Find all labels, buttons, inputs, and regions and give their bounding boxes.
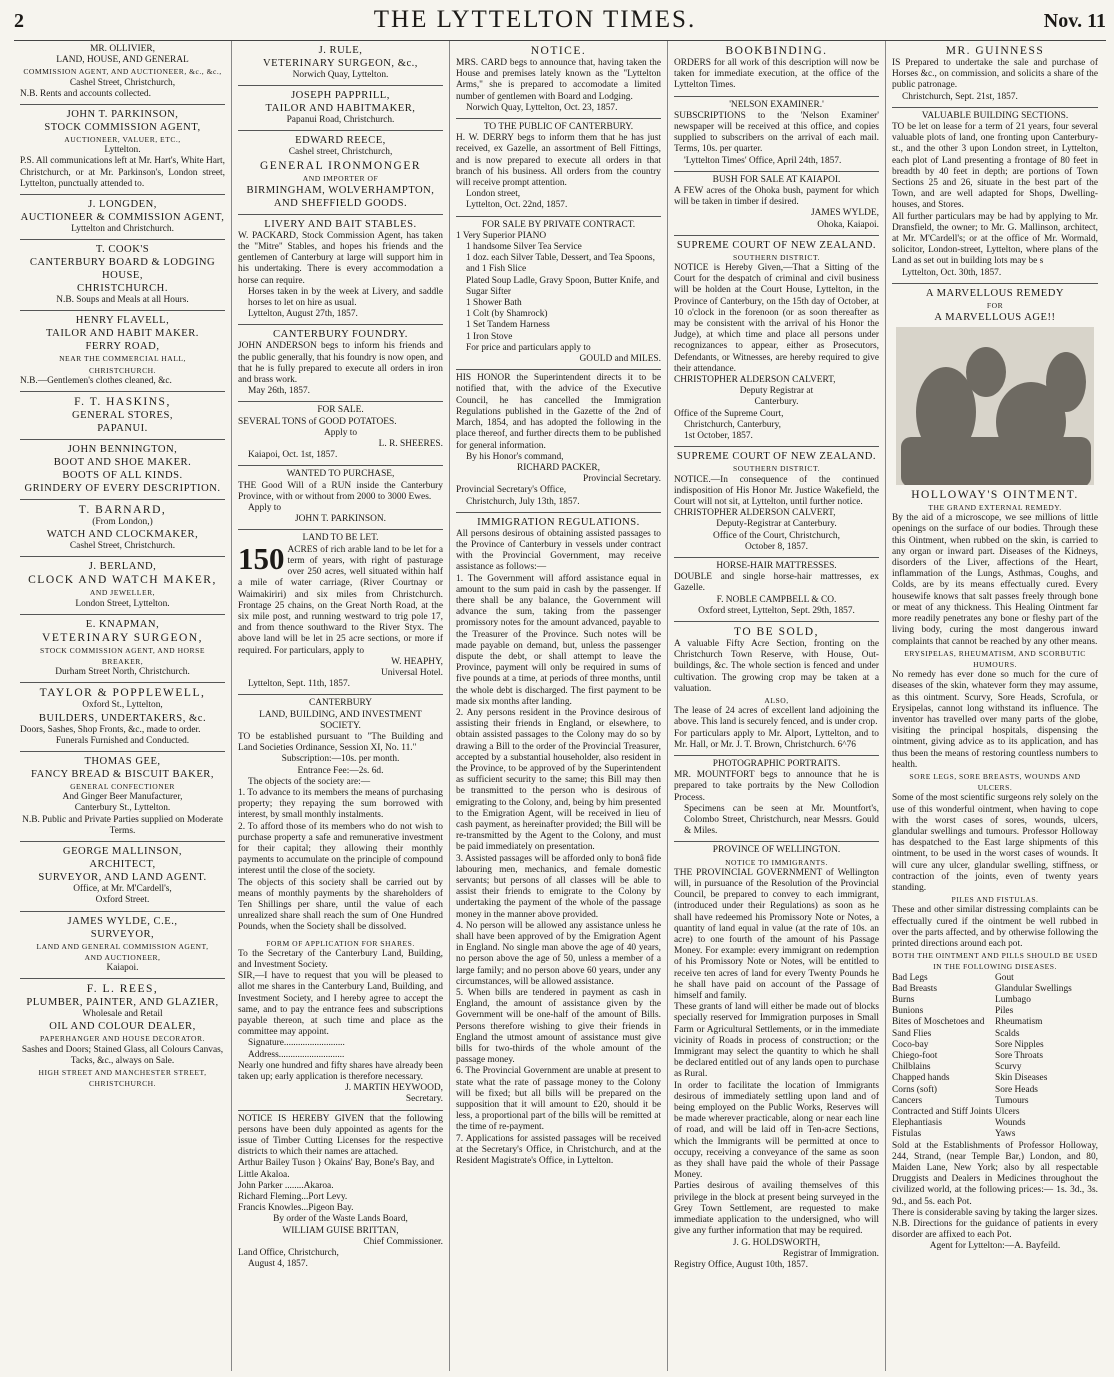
disease-item: Sore Nipples (995, 1039, 1044, 1050)
disease-item: Skin Diseases (995, 1073, 1048, 1084)
disease-item: Fistulas (892, 1129, 922, 1140)
ad-private-contract: FOR SALE BY PRIVATE CONTRACT. 1 Very Superior PIANO 1 handsome Silver Tea Service 1 doz. each Silver Table, Dessert, and Tea Spoons, and 1 Fish Slice Plated Soup Ladle, Gravy Spoon, Butter Knife, and Sugar Sifter 1 Shower Bath 1 Colt (by Shamrock) 1 Set Tandem Harness 1 Iron Stove For price and particulars apply to GOULD and MILES. (456, 217, 661, 371)
ad-wanted-run: WANTED TO PURCHASE, THE Good Will of a RUN inside the Canterbury Province, with or without from 2000 to 3000 Ewes. Apply to JOHN T. PARKINSON. (238, 466, 443, 530)
masthead (14, 6, 1106, 41)
ad-mallinson: GEORGE MALLINSON, ARCHITECT, SURVEYOR, AND LAND AGENT. Office, at Mr. M'Cardell's, Oxford Street. (20, 842, 225, 911)
diseases-right (995, 973, 1098, 1141)
ad-bennington: JOHN BENNINGTON, BOOT AND SHOE MAKER. BOOTS OF ALL KINDS. GRINDERY OF EVERY DESCRIPTION. (20, 440, 225, 500)
ad-superintendent: HIS HONOR the Superintendent directs it to be notified that, with the advice of the Executive Council, he has cancelled the Immigration Regulations published in the Gazette of the 2nd of March, 1854, and has adopted the following in the place thereof, and further directs them to be published for general information. By his Honor's command, RICHARD PACKER, Provincial Secretary. Provincial Secretary's Office, Christchurch, July 13th, 1857. (456, 370, 661, 512)
column-3 (450, 41, 668, 1371)
ad-potatoes: FOR SALE. SEVERAL TONS of GOOD POTATOES. Apply to L. R. SHEERES. Kaiapoi, Oct. 1st, 1857. (238, 402, 443, 466)
disease-item: Chiego-foot (892, 1051, 938, 1062)
column-1 (14, 41, 232, 1371)
ad-guinness: MR. GUINNESS IS Prepared to undertake the sale and purchase of Horses &c., on commission, and solicits a share of the public patronage. Christchurch, Sept. 21st, 1857. (892, 41, 1098, 108)
column-5 (886, 41, 1104, 1371)
ad-timber-licenses: NOTICE IS HEREBY GIVEN that the following persons have been duly appointed as agents for the issue of Timber Cutting Licenses for the respective districts to which their names are attached. Arthur Bailey Tuson } Okains' Bay, Bone's Bay, and Little Akaloa. John Parker ........Akaroa. Richard Fleming...Port Levy. Francis Knowles...Pigeon Bay. By order of the Waste Lands Board, WILLIAM GUISE BRITTAN, Chief Commissioner. Land Office, Christchurch, August 4, 1857. (238, 1113, 443, 1270)
disease-item: Chilblains (892, 1062, 931, 1073)
ad-rule: J. RULE, VETERINARY SURGEON, &c., Norwich Quay, Lyttelton. (238, 41, 443, 86)
ad-to-be-sold: TO BE SOLD, A valuable Fifty Acre Section, fronting on the Christchurch Town Reserve, with House, Out-buildings, &c. The whole section is fenced and under cultivation. The growing crop may be taken at a valuation. ALSO, The lease of 24 acres of excellent land adjoining the above. This land is securely fenced, and is under crop. For particulars apply to Mr. Alport, Lyttelton, and to Mr. Hall, or Mr. J. T. Brown, Christchurch. 6^76 (674, 622, 879, 756)
ad-cook: T. COOK'S CANTERBURY BOARD & LODGING HOUSE, CHRISTCHURCH. N.B. Soups and Meals at all Hours. (20, 240, 225, 311)
disease-item: Scurvy (995, 1062, 1022, 1073)
issue-date: Nov. 11 (1043, 10, 1106, 32)
ad-rees: F. L. REES, PLUMBER, PAINTER, AND GLAZIER, Wholesale and Retail OIL AND COLOUR DEALER, PAPERHANGER AND HOUSE DECORATOR. Sashes and Doors; Stained Glass, all Colours Canvas, Tacks, &c., always on Sale. HIGH STREET AND MANCHESTER STREET, CHRISTCHURCH. (21, 983, 224, 1089)
ad-packard: LIVERY AND BAIT STABLES. W. PACKARD, Stock Commission Agent, has taken the "Mitre" Stables, and hopes his friends and the gentlemen of Canterbury at large will support him in his undertaking. There is every accommodation a horse can require. Horses taken in by the week at Livery, and saddle horses to let on hire as usual. Lyttelton, August 27th, 1857. (238, 215, 443, 326)
column-4 (668, 41, 886, 1371)
ad-wellington: PROVINCE OF WELLINGTON. NOTICE TO IMMIGRANTS. THE PROVINCIAL GOVERNMENT of Wellington will, in pursuance of the Resolution of the Provincial Council, be prepared to convey to each immigrant, (introduced under their Regulations) as soon as he shall have redeemed his Promissory Note or Notes, a quantity of land equal in value (at the rate of 10s. an acre) to one fourth of the amount of his Passage Money. For example: every immigrant on redemption of his Promissory Note or Notes, will be entitled to receive ten acres of land for every Twenty Pounds he he shall have paid on account of the Passage of himself and family. These grants of land will either be made out of blocks specially reserved for Immigration purposes in Small Farm or Agricultural Settlements, or in the immediate vicinity of Roads in process of construction; or the Immigrant may select the quantity to which he shall be declared entitled out of any lands open to purchase as Rural. In order to facilitate the location of Immigrants desirous of immediately settling upon land and of being employed on the Public Works, Reserves will be made wherever practicable, along or near each line of road, and will be laid off in Ten-acre Sections, which the Immigrants will be permitted at once to occupy, receiving a conveyance of the same as soon as they shall have paid the whole of their Passage Money. Parties desirous of availing themselves of this privilege in the block at present being surveyed in the Grey Town Settlement, are requested to make immediate application to the undersigned, who will give any further information that may be required. J. G. HOLDSWORTH, Registrar of Immigration. Registry Office, August 10th, 1857. (674, 845, 879, 1270)
ad-mrs-card: NOTICE. MRS. CARD begs to announce that, having taken the House and premises lately known as the "Lyttelton Arms," she is prepared to accomodate a limited number of gentlemen with Board and Lodging. Norwich Quay, Lyttelton, Oct. 23, 1857. (456, 41, 661, 119)
ad-photographic: PHOTOGRAPHIC PORTRAITS. MR. MOUNTFORT begs to announce that he is prepared to take portraits by the New Collodion Process. Specimens can be seen at Mr. Mountfort's, Colombo Street, Christchurch, near Messrs. Gould & Miles. (674, 756, 879, 842)
disease-item: Corns (soft) (892, 1084, 938, 1095)
ad-haskins: F. T. HASKINS, GENERAL STORES, PAPANUI. (20, 392, 225, 440)
newspaper-title: THE LYTTELTON TIMES. (373, 6, 697, 33)
ad-bush-kaiapoi: BUSH FOR SALE AT KAIAPOI. A FEW acres of the Ohoka bush, payment for which will be taken in timber if desired. JAMES WYLDE, Ohoka, Kaiapoi. (674, 172, 879, 236)
disease-item: Sore Heads (995, 1084, 1038, 1095)
illustration-engraving (896, 327, 1094, 485)
ad-supreme-court-2: SUPREME COURT OF NEW ZEALAND. SOUTHERN DISTRICT. NOTICE.—In consequence of the continued indisposition of His Honor Mr. Justice Wakefield, the Court will not sit, at Lyttelton, until further notice. CHRISTOPHER ALDERSON CALVERT, Deputy-Registrar at Canterbury. Office of the Court, Christchurch, October 8, 1857. (674, 447, 879, 558)
diseases-left (892, 973, 995, 1141)
ad-barnard: T. BARNARD, (From London,) WATCH AND CLOCKMAKER, Cashel Street, Christchurch. (20, 500, 225, 557)
disease-item: Tumours (995, 1095, 1029, 1106)
acreage-figure: 150 (238, 540, 285, 576)
ad-taylor-popplewell: TAYLOR & POPPLEWELL, Oxford St., Lyttelton, BUILDERS, UNDERTAKERS, &c. Doors, Sashes, Shop Fronts, &c., made to order. Funerals Furnished and Conducted. (20, 683, 225, 752)
page-number: 2 (14, 10, 24, 32)
disease-item: Chapped hands (892, 1073, 950, 1084)
ad-land-to-let: LAND TO BE LET. 150 ACRES of rich arable land to be let for a term of years, with right of pasturage over 250 acres, well situated within half a mile of water carriage, (River Courtnay or Waimakiriri) and six miles from Christchurch. Frontage 25 chains, on the Great North Road, at the six mile post, and running westward to trig pole 17, and from thence southward to the River Styx. The above land will be let in 25 acre sections, or more if required. For particulars, apply to W. HEAPHY, Universal Hotel. Lyttelton, Sept. 11th, 1857. (238, 530, 443, 695)
ad-mattresses: HORSE-HAIR MATTRESSES. DOUBLE and single horse-hair mattresses, ex Gazelle. F. NOBLE CAMPBELL & CO. Oxford street, Lyttelton, Sept. 29th, 1857. (674, 558, 879, 622)
disease-item: Scalds (995, 1028, 1020, 1039)
ad-ollivier: MR. OLLIVIER, LAND, HOUSE, AND GENERAL COMMISSION AGENT, AND AUCTIONEER, &c., &c., Cashel Street, Christchurch, N.B. Rents and accounts collected. (20, 41, 225, 105)
disease-item: Lumbago (995, 995, 1031, 1005)
ad-derry: TO THE PUBLIC OF CANTERBURY. H. W. DERRY begs to inform them that he has just received, ex Gazelle, an assortment of Bell Fittings, and is now prepared to execute all orders in that branch of his business. All orders from the country will receive prompt attention. London street, Lyttelton, Oct. 22nd, 1857. (456, 119, 661, 217)
disease-item: Contracted and Stiff Joints (892, 1107, 993, 1118)
ad-nelson-examiner: 'NELSON EXAMINER.' SUBSCRIPTIONS to the 'Nelson Examiner' newspaper will be received at this office, and copies supplied to subscribers on the arrival of each mail. Terms, 10s. per quarter. 'Lyttelton Times' Office, April 24th, 1857. (674, 97, 879, 172)
disease-item: Gout (995, 972, 1014, 983)
disease-item: Wounds (995, 1118, 1026, 1129)
disease-item: Bunions (892, 1006, 924, 1017)
ad-holloway: A MARVELLOUS REMEDY FOR A MARVELLOUS AGE!! HOLLOWAY'S OINTMENT. THE GRAND EXTERNAL REMEDY. By the aid of a microscope, we see millions of little openings on the surface of our bodies. Through these this Ointment, when rubbed on the skin, is carried to any organ or inward part. Diseases of the Kidneys, disorders of the Liver, affections of the Heart, inflammation of the Lungs, Asthmas, Coughs, and Colds, are by its means effectually cured. Every housewife knows that salt passes freely through bone or meat of any thickness. This Healing Ointment far more readily penetrates any bone or fleshy part of the living body, curing the most dangerous inward complaints that cannot be reached by any other means. ERYSIPELAS, RHEUMATISM, AND SCORBUTIC HUMOURS. No remedy has ever done so much for the cure of diseases of the skin, whatever form they may assume, as this ointment. Scurvy, Sore Heads, Scrofula, or Erysipelas, cannot long withstand its influence. The inventor has travelled over many parts of the globe, visiting the principal hospitals, dispensing the ointment, giving advice as to its application, and has thus been the means of restoring countless numbers to health. SORE LEGS, SORE BREASTS, WOUNDS AND ULCERS. Some of the most scientific surgeons rely solely on the use of this wonderful ointment, when having to cope with the worst cases of sores, wounds, ulcers, glandular swellings and tumours. Professor Holloway has despatched to the East large shipments of this ointment, to be used in the worst cases of wounds. It will cure any ulcer, glandular swelling, stiffness, or contraction of the joints, even of twenty years standing. PILES AND FISTULAS. These and other similar distressing complaints can be effectually cured if the ointment be well rubbed in over the parts affected, and by otherwise following the printed directions around each pot. BOTH THE OINTMENT AND PILLS SHOULD BE USED IN THE FOLLOWING DISEASES. Bad Legs Bad Breasts Burns Bunions Bites of Moschetoes and Sand Flies Coco-bay Chiego-foot Chilblains Chapped hands Corns (soft) Cancers Contracted and Stiff Joints Elephantiasis Fistulas Gout Glandular Swellings Lumbago Piles Rheumatism Scalds Sore Nipples Sore Throats Scurvy Skin Diseases Sore Heads Tumours Ulcers Wounds Yaws Sold at the Establishments of Professor Holloway, 244, Strand, (near Temple Bar,) London, and 80, Maiden Lane, New York; also by all respectable Druggists and Dealers in Medicines throughout the civilized world, at the following prices:— 1s. 3d., 3s. 9d., and 5s. each Pot. There is considerable saving by taking the larger sizes. N.B. Directions for the guidance of patients in every disorder are affixed to each Pot. Agent for Lyttelton:—A. Bayfeild. (892, 287, 1098, 1252)
disease-item: Ulcers (995, 1107, 1020, 1118)
disease-item: Coco-bay (892, 1039, 929, 1050)
ad-bookbinding: BOOKBINDING. ORDERS for all work of this description will now be taken for immediate execution, at the office of the Lyttelton Times. (674, 41, 879, 97)
ad-papprill: JOSEPH PAPPRILL, TAILOR AND HABITMAKER, Papanui Road, Christchurch. (238, 86, 443, 131)
disease-item: Bad Breasts (892, 983, 938, 994)
disease-item: Sore Throats (995, 1051, 1043, 1062)
ad-building-sections: VALUABLE BUILDING SECTIONS. TO be let on lease for a term of 21 years, four several valuable plots of land, one fronting upon Canterbury-st., and the other 3 upon London street, in Lyttelton, each plot of Land presenting a frontage of 80 feet in breadth by 40 feet in depth; are portions of Town Sections 25 and 26, situate in the best part of the Town, and are well adapted for Shops, Dwelling-houses, and Stores. All further particulars may be had by applying to Mr. Dransfield, the owner; to Mr. G. Mallinson, architect, at Mr. M'Cardell's; or at the office of Mr. Wormald, solicitor, London-street, Lyttelton, where plans of the Land as set out in building lots may be s Lyttelton, Oct. 30th, 1857. (892, 108, 1098, 284)
ad-berland: J. BERLAND, CLOCK AND WATCH MAKER, AND JEWELLER, London Street, Lyttelton. (20, 557, 225, 614)
ad-foundry: CANTERBURY FOUNDRY. JOHN ANDERSON begs to inform his friends and the public generally, that his foundry is now open, and that he is fully prepared to execute all orders in iron and brass work. May 26th, 1857. (238, 325, 443, 402)
ad-flavell: HENRY FLAVELL, TAILOR AND HABIT MAKER. FERRY ROAD, NEAR THE COMMERCIAL HALL, CHRISTCHURCH. N.B.—Gentlemen's clothes cleaned, &c. (20, 311, 225, 392)
ad-reece: EDWARD REECE, Cashel street, Christchurch, GENERAL IRONMONGER AND IMPORTER OF BIRMINGHAM, WOLVERHAMPTON, AND SHEFFIELD GOODS. (238, 131, 443, 214)
disease-item: Elephantiasis (892, 1118, 942, 1129)
disease-item: Cancers (892, 1095, 923, 1106)
ad-immigration-regulations: IMMIGRATION REGULATIONS. All persons desirous of obtaining assisted passages to the Province of Canterbury in vessels under contract with the Provincial Government, may receive assistance as follows:— 1. The Government will afford assistance equal in amount to the sum paid in cash by the passenger. If there shall be any balance, the Government will advance the sum, taking from the passenger promissory notes for the amount advanced, payable to the Treasurer of the Province. Such notes will be made payable on demand, but, unless the passenger dispute the debt, or shall attempt to leave the Province, payment will only be required in sums of five pounds at a time, at periods of three months, until the whole debt is discharged. The first payment to be made six months after landing. 2. Any persons resident in the Province desirous of assisting their friends in England, or elsewhere, to obtain assisted passages to the Colony may do so by drawing a Bill to the order of the Provincial Treasurer, accepted by a substantial householder, also resident in the Province, to be approved of by the Superintendent as sufficient security to the same; this Bill may then be transmitted to the person who is desirous of emigrating to the Colony, and, being by him presented to the Emigration Agent, will be received in lieu of cash payment, as hereinafter provided; the Bill will be re-transmitted by the Agent to the Colony, and must be paid immediately on presentation. 3. Assisted passages will be afforded only to bonâ fide labouring men, mechanics, and female domestic servants; but persons of all classes will be able to assist their friends to emigrate to the Colony by undertaking the payment of the whole of the passage money in the manner above provided. 4. No person will be allowed any assistance unless he shall have been approved of by the Emigration Agent in England. No single man above the age of 40 years, no person above the age of 50, unless a member of a large family; and no person above 60 years, under any circumstances, will be allowed assistance. 5. When bills are tendered in payment as cash in England, the amount of assistance given by the Government will be one-half of the amount of Bills. Persons therefore wishing to give their friends in England the utmost amount of assistance must give bills for two-thirds of the whole amount of the passage money. 6. The Provincial Government are unable at present to state what the rate of passage money to the Colony will be fixed; but all bills will be prepared on the supposition that it will amount to £20, should it be less, a proportional part of the bills will be remitted at the time of re-payment. 7. Applications for assisted passages will be received at the Secretary's Office, in Christchurch, and at the Resident Magistrate's Office, in Lyttelton. (456, 516, 661, 1167)
disease-item: Yaws (995, 1129, 1016, 1140)
disease-item: Bad Legs (892, 972, 928, 983)
ad-longden: J. LONGDEN, AUCTIONEER & COMMISSION AGENT, Lyttelton and Christchurch. (20, 195, 225, 240)
disease-item: Burns (892, 995, 915, 1005)
ad-parkinson: JOHN T. PARKINSON, STOCK COMMISSION AGENT, AUCTIONEER, VALUER, ETC., Lyttelton. P.S. All communications left at Mr. Hart's, White Hart, Christchurch, or at Mr. Parkinson's, London street, Lyttelton, punctually attended to. (20, 105, 225, 195)
diseases-list (892, 973, 1098, 1141)
disease-item: Glandular Swellings (995, 983, 1072, 994)
ad-supreme-court-1: SUPREME COURT OF NEW ZEALAND. SOUTHERN DISTRICT. NOTICE is Hereby Given,—That a Sitting of the Court for the despatch of criminal and civil business will be holden at the Court House, Lyttelton, in the Province of Canterbury, on the 15th day of October, at 10 o'clock in the forenoon (or as soon thereafter as may be consistent with the arrival of his Honor the Judge), at which time and place all persons under recognizances to appear, either as Prosecutors, Defendants, or Witnesses, are hereby required to give their attendance. CHRISTOPHER ALDERSON CALVERT, Deputy Registrar at Canterbury. Office of the Supreme Court, Christchurch, Canterbury, 1st October, 1857. (674, 236, 879, 447)
ad-building-society: CANTERBURY LAND, BUILDING, AND INVESTMENT SOCIETY. TO be established pursuant to "The Building and Land Societies Ordinance, Session XI, No. 11." Subscription:—10s. per month. Entrance Fee:—2s. 6d. The objects of the society are:— 1. To advance to its members the means of purchasing property; they repaying the sum borrowed with interest, by small monthly instalments. 2. To afford those of its members who do not wish to purchase property a safe and remunerative investment for their capital; they allowing their monthly payments to accumulate on the principle of compound interest until the close of the society. The objects of this society shall be carried out by means of monthly payments by the shareholders of Ten Shillings per share, until the value of each unrealized share shall reach the sum of One Hundred Pounds, when the Society shall be dissolved. FORM OF APPLICATION FOR SHARES. To the Secretary of the Canterbury Land, Building, and Investment Society. SIR,—I have to request that you will be pleased to allot me shares in the Canterbury Land, Building, and Investment Society, and I hereby agree to accept the same, and to pay the entrance fees and subscriptions payable thereon, at such time and place as the committee may appoint. Signature.......................... Address............................ Nearly one hundred and fifty shares have already been taken up; early application is therefore necessary. J. MARTIN HEYWOOD, Secretary. (238, 695, 443, 1110)
column-2 (232, 41, 450, 1371)
disease-item: Rheumatism (995, 1017, 1043, 1028)
ad-gee: THOMAS GEE, FANCY BREAD & BISCUIT BAKER, GENERAL CONFECTIONER And Ginger Beer Manufacturer, Canterbury St., Lyttelton. N.B. Public and Private Parties supplied on Moderate Terms. (20, 752, 225, 842)
disease-item: Bites of Moschetoes and Sand Flies (892, 1017, 985, 1039)
ad-knapman: E. KNAPMAN, VETERINARY SURGEON, STOCK COMMISSION AGENT, AND HORSE BREAKER, Durham Street North, Christchurch. (20, 615, 225, 684)
ad-wylde: JAMES WYLDE, C.E., SURVEYOR, LAND AND GENERAL COMMISSION AGENT, AND AUCTIONEER, Kaiapoi. (20, 912, 225, 980)
disease-item: Piles (995, 1006, 1014, 1017)
